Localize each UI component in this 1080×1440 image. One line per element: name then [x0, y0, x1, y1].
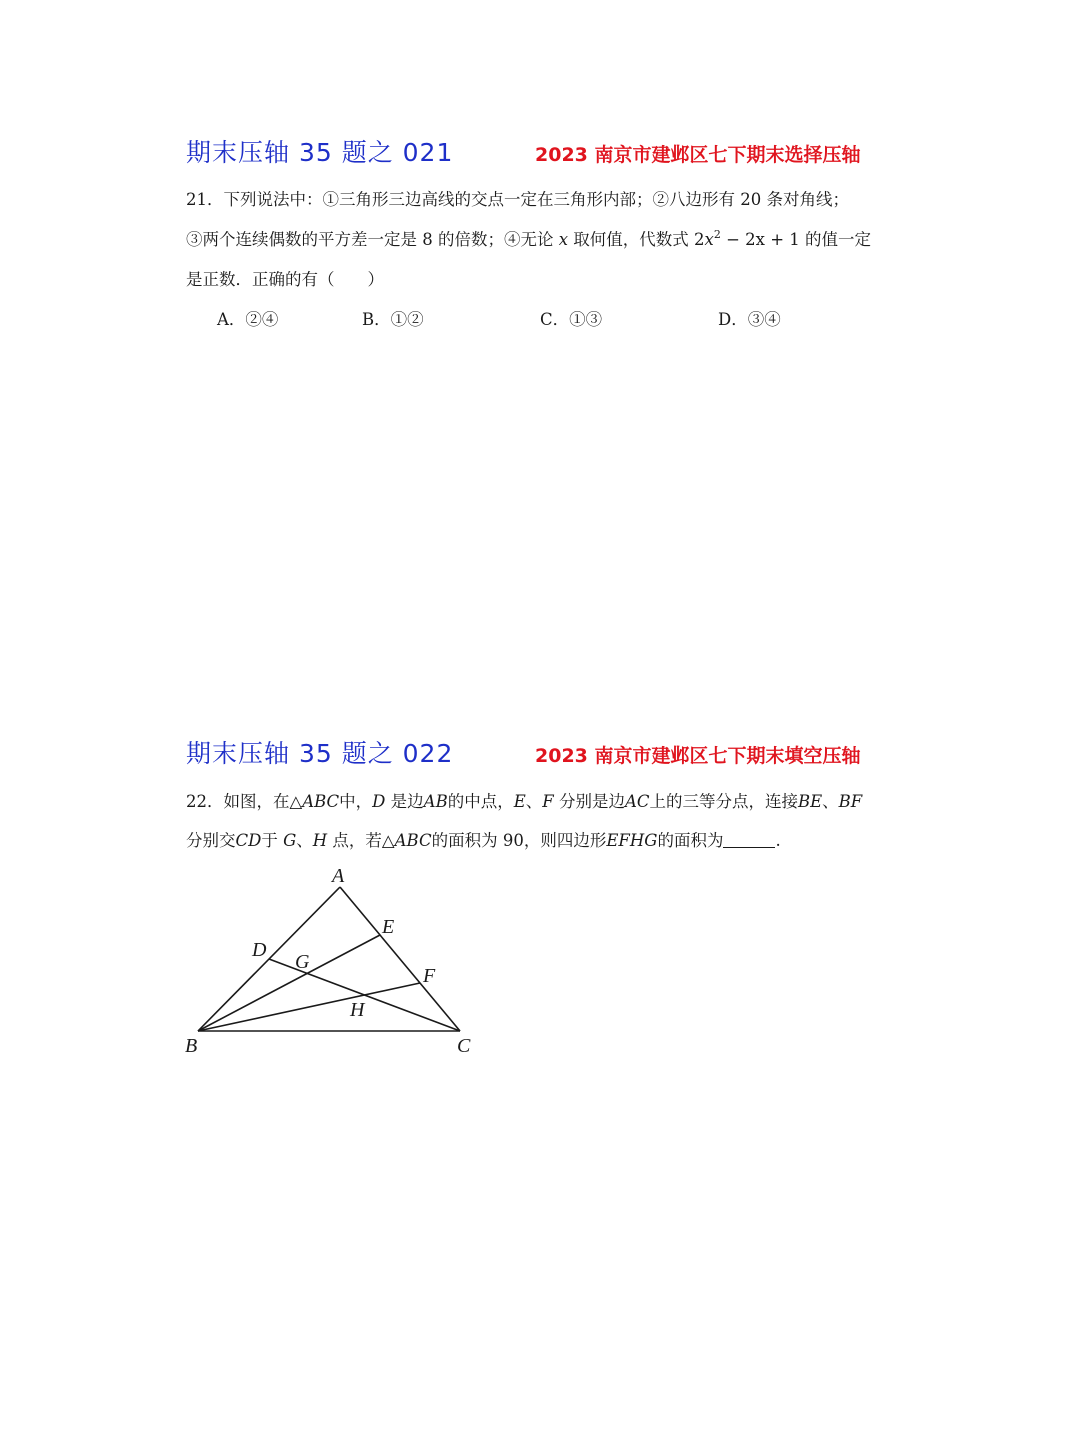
problem-22-line-2: 分别交CD于 G、H 点，若△ABC的面积为 90，则四边形EFHG的面积为 .: [186, 831, 781, 850]
label-c: C: [457, 1035, 471, 1057]
label-a: A: [332, 865, 345, 887]
problem-21-line-3: 是正数．正确的有（ ）: [186, 270, 384, 289]
problem-21-series-title: 期末压轴 35 题之 021: [186, 138, 454, 167]
option-b: B．①②: [362, 310, 424, 329]
option-a: A．②④: [217, 310, 279, 329]
answer-blank[interactable]: [723, 833, 775, 848]
label-e: E: [382, 916, 395, 938]
problem-21-line-2: ③两个连续偶数的平方差一定是 8 的倍数；④无论 x 取何值，代数式 $2x^2 - 2x + 1$ 的值一定: [186, 228, 872, 249]
option-c: C．①③: [540, 310, 603, 329]
problem-22-source-title: 2023 南京市建邺区七下期末填空压轴: [535, 745, 861, 767]
problem-22-series-title: 期末压轴 35 题之 022: [186, 739, 454, 768]
label-f: F: [423, 965, 436, 987]
problem-21-line-1: 21．下列说法中：①三角形三边高线的交点一定在三角形内部；②八边形有 20 条对角线；: [186, 190, 849, 209]
triangle-figure: [175, 860, 485, 1060]
option-d: D．③④: [718, 310, 781, 329]
label-h: H: [350, 999, 365, 1021]
label-g: G: [295, 951, 310, 973]
problem-22-line-1: 22．如图，在△ABC中，D 是边AB的中点，E、F 分别是边AC上的三等分点，连接BE、BF: [186, 792, 863, 811]
segment-bf: [198, 983, 420, 1031]
label-b: B: [185, 1035, 198, 1057]
problem-21-source-title: 2023 南京市建邺区七下期末选择压轴: [535, 144, 861, 166]
label-d: D: [252, 939, 267, 961]
